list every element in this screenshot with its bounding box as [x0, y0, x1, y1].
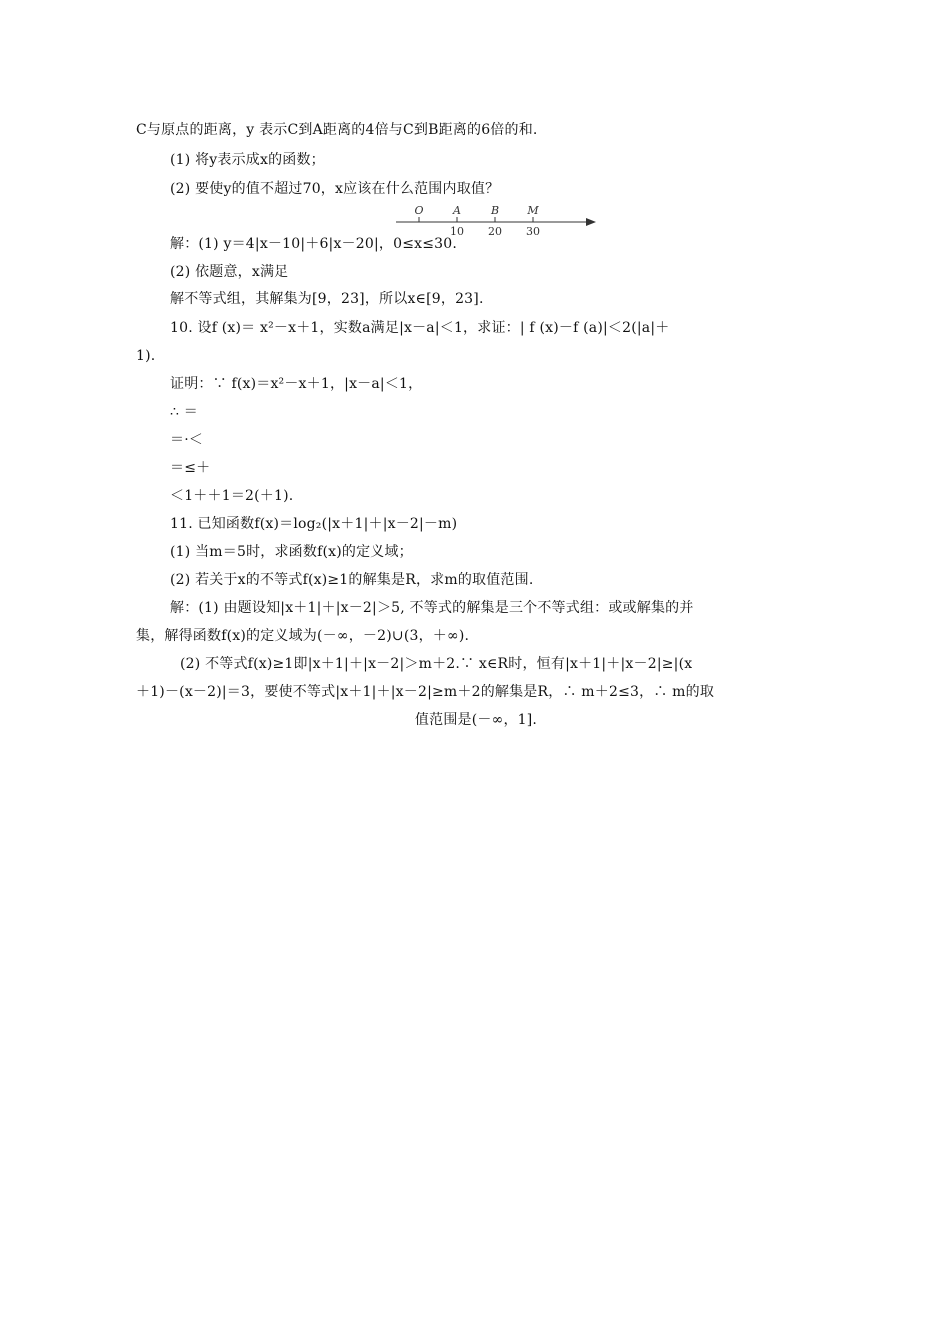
- proof-line-2: ∴ ＝: [170, 404, 198, 420]
- proof-line-5: ＜1＋＋1＝2(＋1).: [170, 488, 294, 504]
- tick-label-10: 10: [450, 225, 464, 238]
- problem-10-statement: 10. 设f (x)＝ x²－x＋1，实数a满足|x－a|＜1，求证：| f (x)－f (a)|＜2(|a|＋: [170, 320, 670, 336]
- problem-11-solution-1: 解：(1) 由题设知|x＋1|＋|x－2|＞5, 不等式的解集是三个不等式组：或或解集的并: [170, 600, 694, 616]
- proof-line-4: ＝≤＋: [170, 460, 211, 476]
- point-label-o: O: [414, 204, 424, 217]
- solution-part-1: 解：(1) y＝4|x－10|＋6|x－20|，0≤x≤30.: [170, 236, 458, 252]
- problem-11-solution-2-end: 值范围是(－∞，1].: [414, 712, 538, 728]
- point-label-m: M: [527, 204, 539, 217]
- problem-11-solution-2-continued: ＋1)－(x－2)|＝3，要使不等式|x＋1|＋|x－2|≥m＋2的解集是R，∴ m＋2≤3，∴ m的取: [136, 684, 715, 700]
- solution-conclusion: 解不等式组，其解集为[9，23]，所以x∈[9，23].: [170, 291, 484, 307]
- proof-line-1: 证明：∵ f(x)＝x²－x＋1，|x－a|＜1，: [170, 376, 423, 392]
- point-label-b: B: [490, 204, 500, 217]
- tick-label-30: 30: [526, 225, 540, 238]
- problem-11-part-2: (2) 若关于x的不等式f(x)≥1的解集是R，求m的取值范围.: [170, 572, 534, 588]
- proof-line-3: ＝·＜: [170, 432, 204, 448]
- question-part-2: (2) 要使y的值不超过70，x应该在什么范围内取值？: [170, 181, 500, 197]
- number-line-arrow-icon: [586, 218, 596, 226]
- text-line-1: C与原点的距离，y 表示C到A距离的4倍与C到B距离的6倍的和.: [136, 122, 538, 138]
- problem-11-statement: 11. 已知函数f(x)＝log₂(|x＋1|＋|x－2|－m): [170, 516, 458, 532]
- problem-11-solution-2: (2) 不等式f(x)≥1即|x＋1|＋|x－2|＞m＋2.∵ x∈R时，恒有|x＋1|＋|x－2|≥|(x: [180, 656, 693, 672]
- problem-11-part-1: (1) 当m＝5时，求函数f(x)的定义域；: [170, 544, 413, 560]
- point-label-a: A: [453, 204, 461, 217]
- question-part-1: (1) 将y表示成x的函数；: [170, 152, 325, 168]
- tick-label-20: 20: [488, 225, 502, 238]
- problem-11-solution-1-continued: 集，解得函数f(x)的定义域为(－∞，－2)∪(3，＋∞).: [136, 628, 470, 644]
- solution-part-2: (2) 依题意，x满足: [170, 264, 289, 280]
- problem-10-statement-continued: 1).: [136, 348, 156, 364]
